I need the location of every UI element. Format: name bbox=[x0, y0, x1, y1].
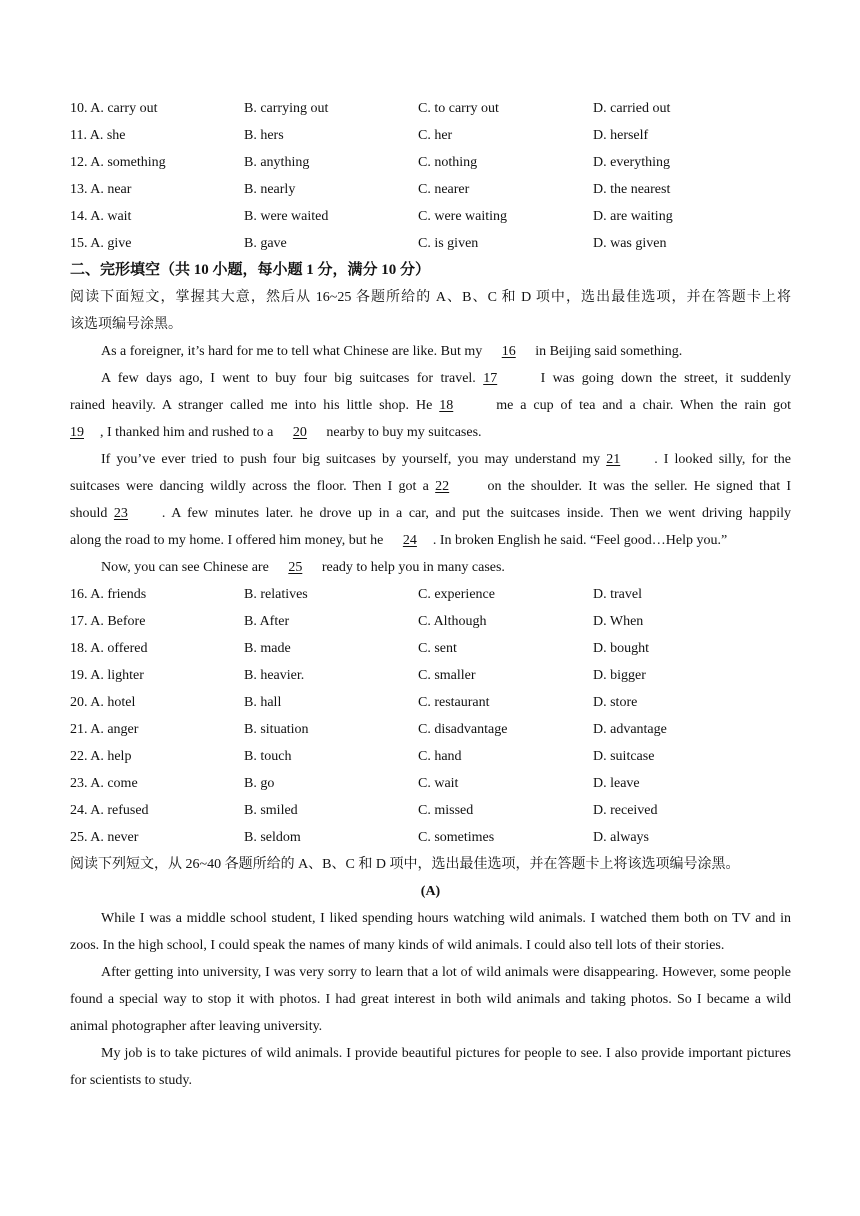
option-d: D. travel bbox=[593, 587, 642, 602]
option-c: C. sent bbox=[418, 641, 457, 656]
option-d: D. carried out bbox=[593, 101, 671, 116]
passage-heading: (A) bbox=[420, 884, 441, 899]
option-d: D. store bbox=[593, 695, 638, 710]
options-part1 bbox=[70, 95, 791, 257]
option-c: C. restaurant bbox=[418, 695, 490, 710]
options-part2 bbox=[70, 581, 791, 851]
option-d: D. are waiting bbox=[593, 209, 673, 224]
option-c: C. were waiting bbox=[418, 209, 508, 224]
option-b: B. smiled bbox=[244, 803, 298, 818]
option-d: D. the nearest bbox=[593, 182, 671, 197]
option-c: C. wait bbox=[418, 776, 459, 791]
option-b: B. made bbox=[244, 641, 291, 656]
option-a: 23. A. come bbox=[70, 776, 138, 791]
option-b: B. go bbox=[244, 776, 275, 791]
cloze-passage bbox=[70, 338, 791, 581]
option-d: D. leave bbox=[593, 776, 640, 791]
option-d: D. everything bbox=[593, 155, 670, 170]
section-instruction: 阅读下面短文，掌握其大意，然后从 16~25 各题所给的 A、B、C 和 D 项中，选出最佳选项，并在答题卡上将 bbox=[70, 290, 791, 305]
option-c: C. missed bbox=[418, 803, 474, 818]
option-row-12 bbox=[70, 149, 791, 176]
option-a: 20. A. hotel bbox=[70, 695, 136, 710]
option-row-23 bbox=[70, 770, 791, 797]
section-title: 二、完形填空（共 10 小题，每小题 1 分，满分 10 分） bbox=[70, 262, 431, 278]
reading-paragraph: My job is to take pictures of wild animals. I provide beautiful pictures for people to see. I also provide important pictures for scientists to study. bbox=[70, 1046, 791, 1088]
option-b: B. touch bbox=[244, 749, 292, 764]
option-d: D. suitcase bbox=[593, 749, 655, 764]
option-a: 14. A. wait bbox=[70, 209, 132, 224]
option-a: 15. A. give bbox=[70, 236, 132, 251]
option-row-20 bbox=[70, 689, 791, 716]
option-c: C. nothing bbox=[418, 155, 478, 170]
option-d: D. received bbox=[593, 803, 658, 818]
option-c: C. her bbox=[418, 128, 453, 143]
option-row-14 bbox=[70, 203, 791, 230]
option-c: C. to carry out bbox=[418, 101, 499, 116]
option-a: 22. A. help bbox=[70, 749, 132, 764]
option-c: C. disadvantage bbox=[418, 722, 508, 737]
option-b: B. situation bbox=[244, 722, 309, 737]
reading-instruction: 阅读下列短文，从 26~40 各题所给的 A、B、C 和 D 项中，选出最佳选项，并在答题卡上将该选项编号涂黑。 bbox=[70, 857, 740, 872]
option-d: D. When bbox=[593, 614, 644, 629]
option-row-21 bbox=[70, 716, 791, 743]
blank-23: 23 bbox=[113, 506, 128, 521]
blank-19: 19 bbox=[70, 425, 84, 440]
reading-paragraph: While I was a middle school student, I liked spending hours watching wild animals. I watched them both on TV and in zoos. In the high school, I could speak the names of many kinds of wild animals. I could also tell lots of their stories. bbox=[70, 911, 791, 953]
option-a: 19. A. lighter bbox=[70, 668, 144, 683]
option-c: C. hand bbox=[418, 749, 462, 764]
blank-25: 25 bbox=[288, 560, 303, 575]
option-c: C. nearer bbox=[418, 182, 470, 197]
blank-16: 16 bbox=[501, 344, 516, 359]
option-row-18 bbox=[70, 635, 791, 662]
option-c: C. experience bbox=[418, 587, 495, 602]
blank-21: 21 bbox=[606, 452, 621, 467]
option-b: B. carrying out bbox=[244, 101, 329, 116]
option-d: D. advantage bbox=[593, 722, 667, 737]
blank-22: 22 bbox=[435, 479, 450, 494]
option-row-11 bbox=[70, 122, 791, 149]
option-b: B. relatives bbox=[244, 587, 308, 602]
option-c: C. is given bbox=[418, 236, 479, 251]
option-row-25 bbox=[70, 824, 791, 851]
cloze-line: suitcases were dancing wildly across the floor. Then I got a 22 on the shoulder. It was the seller. He signed that I bbox=[70, 473, 791, 500]
option-row-15 bbox=[70, 230, 791, 257]
option-d: D. herself bbox=[593, 128, 649, 143]
option-b: B. anything bbox=[244, 155, 310, 170]
option-b: B. hers bbox=[244, 128, 284, 143]
option-b: B. were waited bbox=[244, 209, 329, 224]
cloze-line: rained heavily. A stranger called me into his little shop. He 18 me a cup of tea and a chair. When the rain got bbox=[70, 392, 791, 419]
option-row-24 bbox=[70, 797, 791, 824]
blank-20: 20 bbox=[292, 425, 307, 440]
option-row-16 bbox=[70, 581, 791, 608]
option-b: B. nearly bbox=[244, 182, 296, 197]
option-b: B. gave bbox=[244, 236, 287, 251]
cloze-line: along the road to my home. I offered him money, but he 24 . In broken English he said. “Feel good…Help you.” bbox=[70, 527, 791, 554]
option-a: 13. A. near bbox=[70, 182, 132, 197]
option-a: 16. A. friends bbox=[70, 587, 147, 602]
cloze-line: should 23 . A few minutes later. he drove up in a car, and put the suitcases inside. Then we went driving happily bbox=[70, 500, 791, 527]
option-a: 25. A. never bbox=[70, 830, 139, 845]
option-a: 18. A. offered bbox=[70, 641, 148, 656]
option-a: 24. A. refused bbox=[70, 803, 149, 818]
option-a: 12. A. something bbox=[70, 155, 166, 170]
cloze-paragraph: If you’ve ever tried to push four big suitcases by yourself, you may understand my 21 . I looked silly, for the bbox=[70, 446, 791, 473]
blank-17: 17 bbox=[483, 371, 498, 386]
exam-page bbox=[70, 95, 791, 1094]
option-c: C. smaller bbox=[418, 668, 476, 683]
cloze-paragraph: As a foreigner, it’s hard for me to tell what Chinese are like. But my 16 in Beijing said something. bbox=[70, 338, 791, 365]
blank-24: 24 bbox=[402, 533, 417, 548]
option-row-17 bbox=[70, 608, 791, 635]
option-d: D. was given bbox=[593, 236, 667, 251]
option-row-22 bbox=[70, 743, 791, 770]
option-b: B. heavier. bbox=[244, 668, 305, 683]
reading-paragraph: After getting into university, I was very sorry to learn that a lot of wild animals were disappearing. However, some people found a special way to stop it with photos. I had great interest in both wild animals and taking photos. So I became a wild animal photographer after leaving university. bbox=[70, 965, 791, 1034]
option-b: B. seldom bbox=[244, 830, 301, 845]
option-c: C. Although bbox=[418, 614, 487, 629]
option-a: 17. A. Before bbox=[70, 614, 146, 629]
option-a: 10. A. carry out bbox=[70, 101, 158, 116]
option-row-19 bbox=[70, 662, 791, 689]
option-a: 11. A. she bbox=[70, 128, 126, 143]
option-d: D. bought bbox=[593, 641, 649, 656]
blank-18: 18 bbox=[439, 398, 454, 413]
cloze-paragraph: A few days ago, I went to buy four big suitcases for travel. 17 I was going down the street, it suddenly bbox=[70, 365, 791, 392]
option-row-10 bbox=[70, 95, 791, 122]
cloze-line: 19 , I thanked him and rushed to a 20 nearby to buy my suitcases. bbox=[70, 419, 791, 446]
cloze-paragraph: Now, you can see Chinese are 25 ready to help you in many cases. bbox=[70, 554, 791, 581]
section-instruction-cont: 该选项编号涂黑。 bbox=[70, 317, 182, 332]
option-c: C. sometimes bbox=[418, 830, 495, 845]
option-a: 21. A. anger bbox=[70, 722, 139, 737]
option-row-13 bbox=[70, 176, 791, 203]
option-d: D. always bbox=[593, 830, 649, 845]
option-b: B. hall bbox=[244, 695, 282, 710]
option-b: B. After bbox=[244, 614, 290, 629]
option-d: D. bigger bbox=[593, 668, 646, 683]
